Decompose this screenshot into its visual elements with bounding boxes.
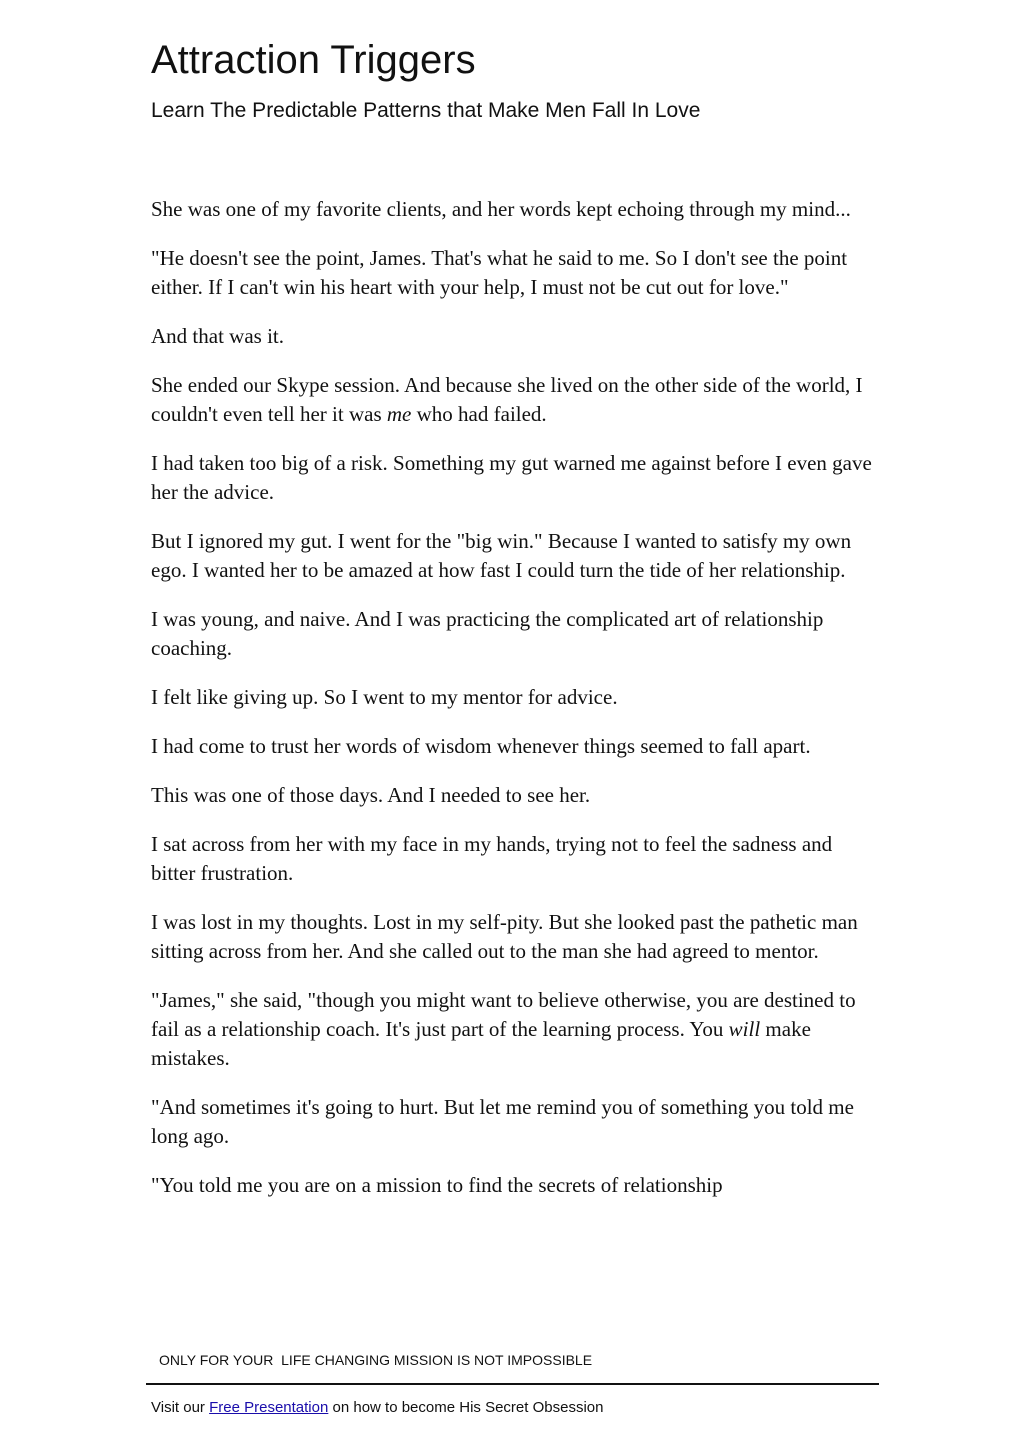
paragraph: "You told me you are on a mission to find the secrets of relationship bbox=[151, 1173, 723, 1197]
page-title: Attraction Triggers bbox=[151, 38, 476, 82]
paragraph bbox=[151, 371, 881, 429]
page-subtitle: Learn The Predictable Patterns that Make Men Fall In Love bbox=[151, 99, 701, 122]
paragraph-text: who had failed. bbox=[411, 402, 547, 426]
footer-divider bbox=[146, 1383, 879, 1385]
article-body bbox=[151, 195, 881, 1200]
paragraph: I had taken too big of a risk. Something my gut warned me against before I even gave her the advice. bbox=[151, 451, 872, 504]
paragraph: I was lost in my thoughts. Lost in my self-pity. But she looked past the pathetic man sitting across from her. And she called out to the man she had agreed to mentor. bbox=[151, 910, 858, 963]
paragraph bbox=[151, 986, 881, 1073]
paragraph: I was young, and naive. And I was practicing the complicated art of relationship coaching. bbox=[151, 607, 824, 660]
paragraph: And that was it. bbox=[151, 324, 284, 348]
footer-note: ONLY FOR YOUR LIFE CHANGING MISSION IS NOT IMPOSSIBLE bbox=[159, 1352, 593, 1368]
paragraph: But I ignored my gut. I went for the "big win." Because I wanted to satisfy my own ego. I wanted her to be amazed at how fast I could turn the tide of her relationship. bbox=[151, 529, 852, 582]
free-presentation-link[interactable]: Free Presentation bbox=[209, 1399, 329, 1416]
paragraph: I sat across from her with my face in my hands, trying not to feel the sadness and bitter frustration. bbox=[151, 832, 833, 885]
paragraph: "He doesn't see the point, James. That's what he said to me. So I don't see the point either. If I can't win his heart with your help, I must not be cut out for love." bbox=[151, 246, 848, 299]
emphasis-text: me bbox=[386, 402, 412, 426]
paragraph-text: make mistakes. bbox=[151, 1017, 811, 1070]
paragraph: I had come to trust her words of wisdom whenever things seemed to fall apart. bbox=[151, 734, 811, 758]
footer-visit-prefix: Visit our bbox=[151, 1399, 210, 1416]
paragraph: She was one of my favorite clients, and her words kept echoing through my mind... bbox=[151, 197, 851, 221]
paragraph-text: "James," she said, "though you might want to believe otherwise, you are destined to fail as a relationship coach. It's just part of the learning process. You bbox=[151, 988, 856, 1041]
footer-visit-line bbox=[151, 1399, 603, 1416]
footer-visit-suffix: on how to become His Secret Obsession bbox=[328, 1399, 604, 1416]
paragraph: "And sometimes it's going to hurt. But let me remind you of something you told me long ago. bbox=[151, 1095, 854, 1148]
emphasis-text: will bbox=[728, 1017, 761, 1041]
paragraph: I felt like giving up. So I went to my mentor for advice. bbox=[151, 685, 618, 709]
paragraph-text: She ended our Skype session. And because she lived on the other side of the world, I couldn't even tell her it was bbox=[151, 373, 863, 426]
paragraph: This was one of those days. And I needed to see her. bbox=[151, 783, 591, 807]
